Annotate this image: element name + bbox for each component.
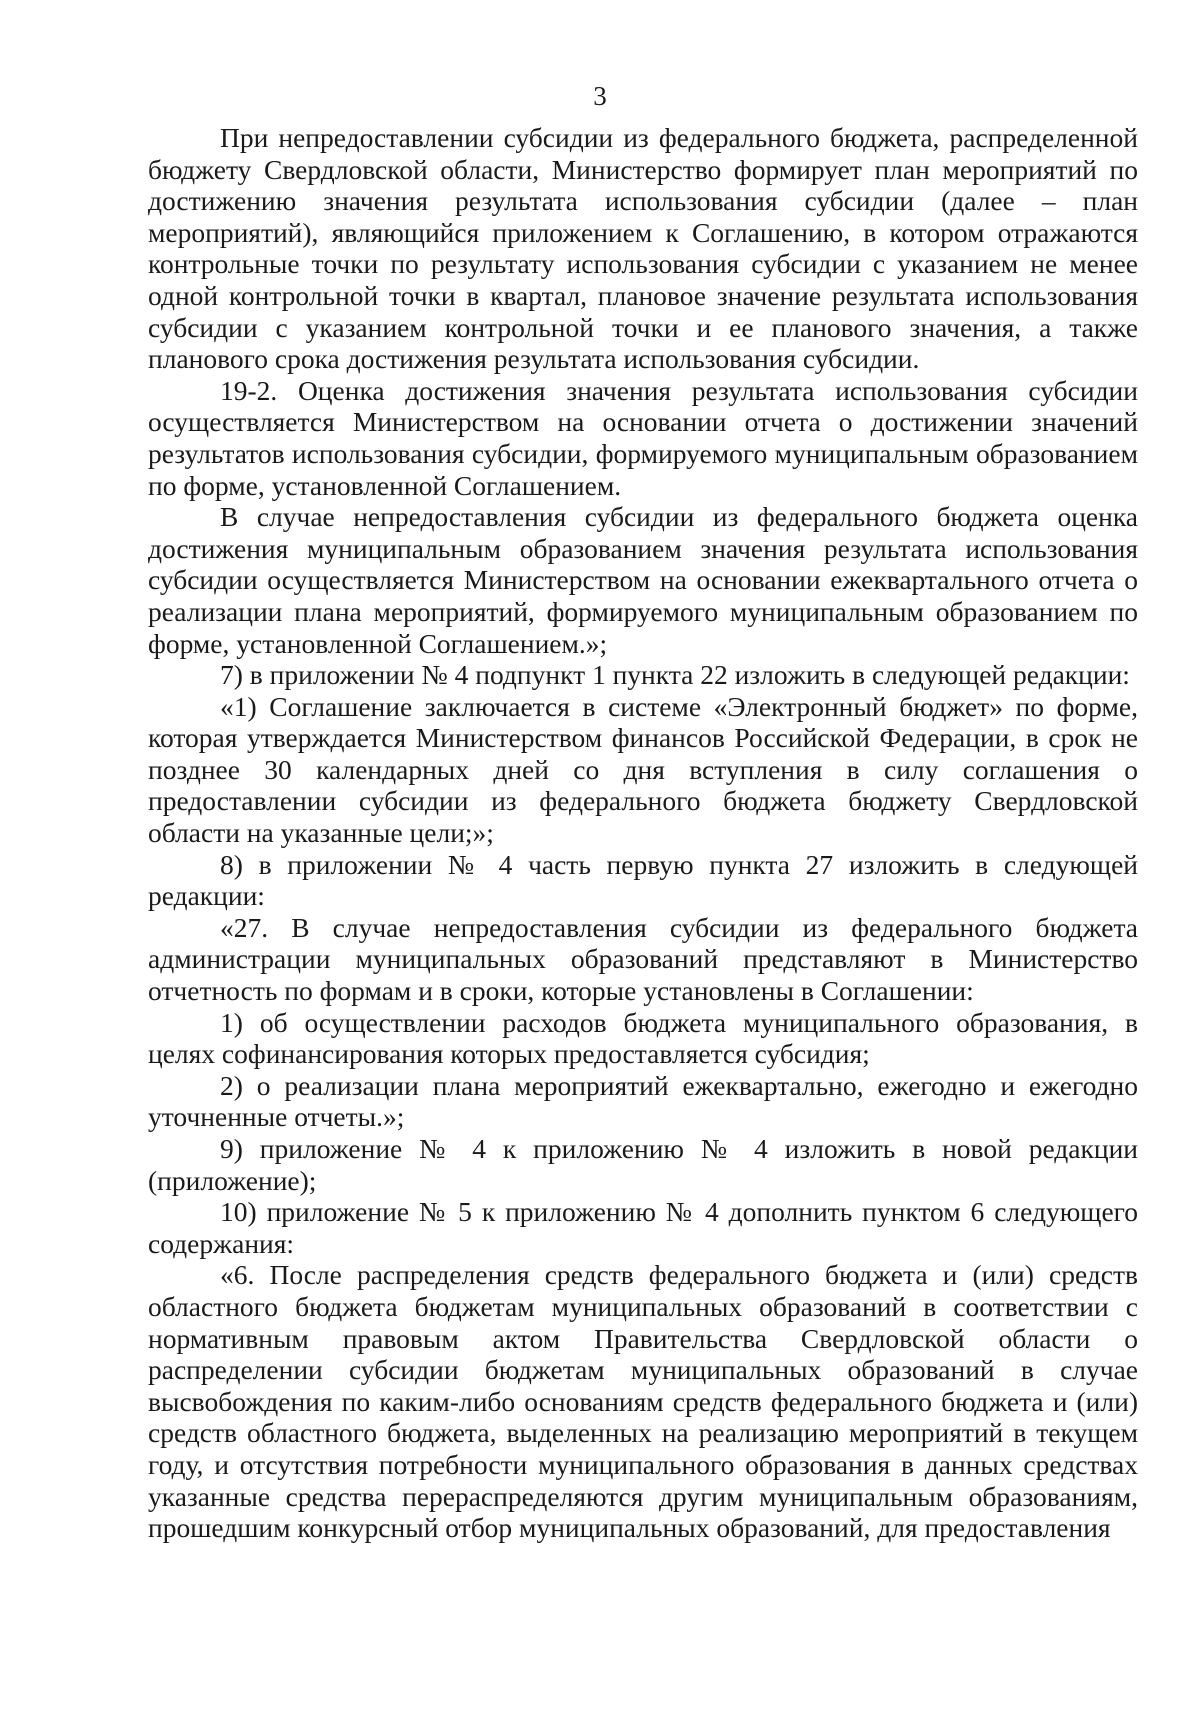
paragraph: 10) приложение № 5 к приложению № 4 дополнить пунктом 6 следующего содержания:: [148, 1196, 1138, 1259]
paragraph: «6. После распределения средств федерального бюджета и (или) средств областного бюджета бюджетам муниципальных образований в соответствии с нормативным правовым актом Правительства Свердловской области о распределении субсидии бюджетам муниципальных образований в случае высвобождения по каким-либо основаниям средств федерального бюджета и (или) средств областного бюджета, выделенных на реализацию мероприятий в текущем году, и отсутствия потребности муниципального образования в данных средствах указанные средства перераспределяются другим муниципальным образованиям, прошедшим конкурсный отбор муниципальных образований, для предоставления: [148, 1259, 1138, 1544]
paragraph: 19-2. Оценка достижения значения результата использования субсидии осуществляется Министерством на основании отчета о достижении значений результатов использования субсидии, формируемого муниципальным образованием по форме, установленной Соглашением.: [148, 374, 1138, 501]
paragraph: 9) приложение № 4 к приложению № 4 изложить в новой редакции (приложение);: [148, 1133, 1138, 1196]
document-body: [148, 122, 1138, 1544]
paragraph: «1) Соглашение заключается в системе «Электронный бюджет» по форме, которая утверждается Министерством финансов Российской Федерации, в срок не позднее 30 календарных дней со дня вступления в силу соглашения о предоставлении субсидии из федерального бюджета бюджету Свердловской области на указанные цели;»;: [148, 690, 1138, 849]
paragraph: 7) в приложении № 4 подпункт 1 пункта 22 изложить в следующей редакции:: [220, 659, 1130, 691]
paragraph: 8) в приложении № 4 часть первую пункта 27 изложить в следующей редакции:: [148, 848, 1138, 912]
page-number: 3: [593, 81, 607, 111]
paragraph: При непредоставлении субсидии из федерального бюджета, распределенной бюджету Свердловской области, Министерство формирует план мероприятий по достижению значения результата использования субсидии (далее – план мероприятий), являющийся приложением к Соглашению, в котором отражаются контрольные точки по результату использования субсидии с указанием не менее одной контрольной точки в квартал, плановое значение результата использования субсидии с указанием контрольной точки и ее планового значения, а также планового срока достижения результата использования субсидии.: [148, 122, 1138, 375]
paragraph: 2) о реализации плана мероприятий ежеквартально, ежегодно и ежегодно уточненные отчеты.»;: [148, 1069, 1138, 1133]
paragraph: «27. В случае непредоставления субсидии из федерального бюджета администрации муниципальных образований представляют в Министерство отчетность по формам и в сроки, которые установлены в Соглашении:: [148, 911, 1138, 1007]
paragraph: В случае непредоставления субсидии из федерального бюджета оценка достижения муниципальным образованием значения результата использования субсидии осуществляется Министерством на основании ежеквартального отчета о реализации плана мероприятий, формируемого муниципальным образованием по форме, установленной Соглашением.»;: [148, 501, 1138, 659]
paragraph: 1) об осуществлении расходов бюджета муниципального образования, в целях софинансирования которых предоставляется субсидия;: [148, 1006, 1138, 1070]
